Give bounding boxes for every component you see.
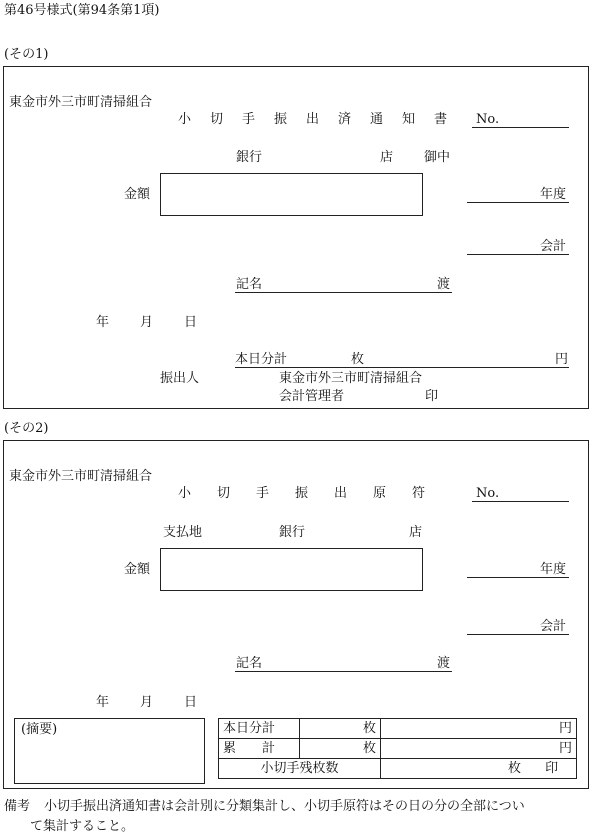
part1-watasu: 渡	[437, 277, 451, 292]
remaining-unit: 枚	[508, 761, 522, 776]
part2-org-name: 東金市外三市町清掃組合	[9, 469, 153, 484]
form-title: 第46号様式(第94条第1項)	[4, 3, 160, 18]
part2-watasu: 渡	[437, 656, 451, 671]
part2-number-label: No.	[476, 486, 500, 501]
part1-label: (その1)	[4, 47, 49, 62]
part2-date-month: 月	[140, 695, 154, 710]
summary-row-label: 本日分計	[219, 719, 300, 739]
part1-number-label: No.	[476, 112, 500, 127]
part1-amount-box[interactable]	[160, 173, 423, 216]
part2-date-year: 年	[96, 695, 110, 710]
part1-amount-label: 金額	[124, 187, 151, 202]
part2-amount-box[interactable]	[160, 548, 423, 591]
part1-account-label: 会計	[540, 239, 567, 254]
part1-bank-label: 銀行	[236, 150, 263, 165]
part2-heading: 小切手振出原符	[178, 486, 452, 501]
part1-date-month: 月	[140, 315, 154, 330]
remaining-checks-cell	[381, 759, 577, 779]
summary-row-unit: 枚	[300, 719, 381, 739]
part2-branch-label: 店	[409, 525, 423, 540]
part1-sheets-unit: 枚	[351, 352, 365, 367]
part2-date-day: 日	[184, 695, 198, 710]
part2-label: (その2)	[4, 421, 49, 436]
part2-account-line	[467, 634, 569, 635]
part1-drawer-title: 会計管理者	[279, 389, 345, 404]
summary-row-label: 累 計	[219, 739, 300, 759]
remaining-checks-label: 小切手残枚数	[219, 759, 381, 779]
part2-account-label: 会計	[540, 619, 567, 634]
part2-fiscal-year-label: 年度	[540, 562, 567, 577]
remarks-line-2: て集計すること。	[30, 819, 135, 834]
part1-account-line	[467, 254, 569, 255]
part2-bank-label: 銀行	[279, 525, 306, 540]
summary-row-remaining	[219, 759, 577, 779]
part1-fiscal-year-label: 年度	[540, 187, 567, 202]
part1-branch-label: 店	[380, 150, 394, 165]
summary-row-today	[219, 719, 577, 739]
remarks-line-1: 小切手振出済通知書は会計別に分類集計し、小切手原符はその日の分の全部につい	[44, 799, 525, 814]
part2-payment-place-label: 支払地	[163, 525, 203, 540]
remarks-label: 備考	[4, 799, 31, 814]
part1-org-name: 東金市外三市町清掃組合	[9, 95, 153, 110]
part1-payee-label: 記名	[236, 277, 263, 292]
part1-seal-mark: 印	[425, 389, 439, 404]
part1-fiscal-year-line	[467, 202, 569, 203]
remaining-seal-mark: 印	[545, 761, 559, 776]
part2-number-line	[472, 501, 569, 502]
part1-date-year: 年	[96, 315, 110, 330]
summary-table	[218, 718, 577, 779]
part1-date-day: 日	[184, 315, 198, 330]
part1-yen-unit: 円	[555, 352, 569, 367]
part1-drawer-org: 東金市外三市町清掃組合	[279, 371, 423, 386]
part2-payee-line	[235, 671, 452, 672]
part1-number-line	[472, 127, 569, 128]
part1-drawer-label: 振出人	[160, 371, 200, 386]
summary-row-yen: 円	[381, 719, 577, 739]
part1-honorific: 御中	[424, 150, 451, 165]
summary-row-unit: 枚	[300, 739, 381, 759]
memo-box[interactable]	[14, 718, 205, 784]
summary-row-cumulative	[219, 739, 577, 759]
memo-label: (摘要)	[21, 722, 58, 737]
part2-amount-label: 金額	[124, 562, 151, 577]
summary-row-yen: 円	[381, 739, 577, 759]
part1-today-total-label: 本日分計	[235, 352, 288, 367]
part1-total-line	[235, 367, 569, 368]
part1-payee-line	[235, 292, 452, 293]
part1-heading: 小切手振出済通知書	[178, 112, 467, 127]
part2-fiscal-year-line	[467, 577, 569, 578]
part2-payee-label: 記名	[236, 656, 263, 671]
